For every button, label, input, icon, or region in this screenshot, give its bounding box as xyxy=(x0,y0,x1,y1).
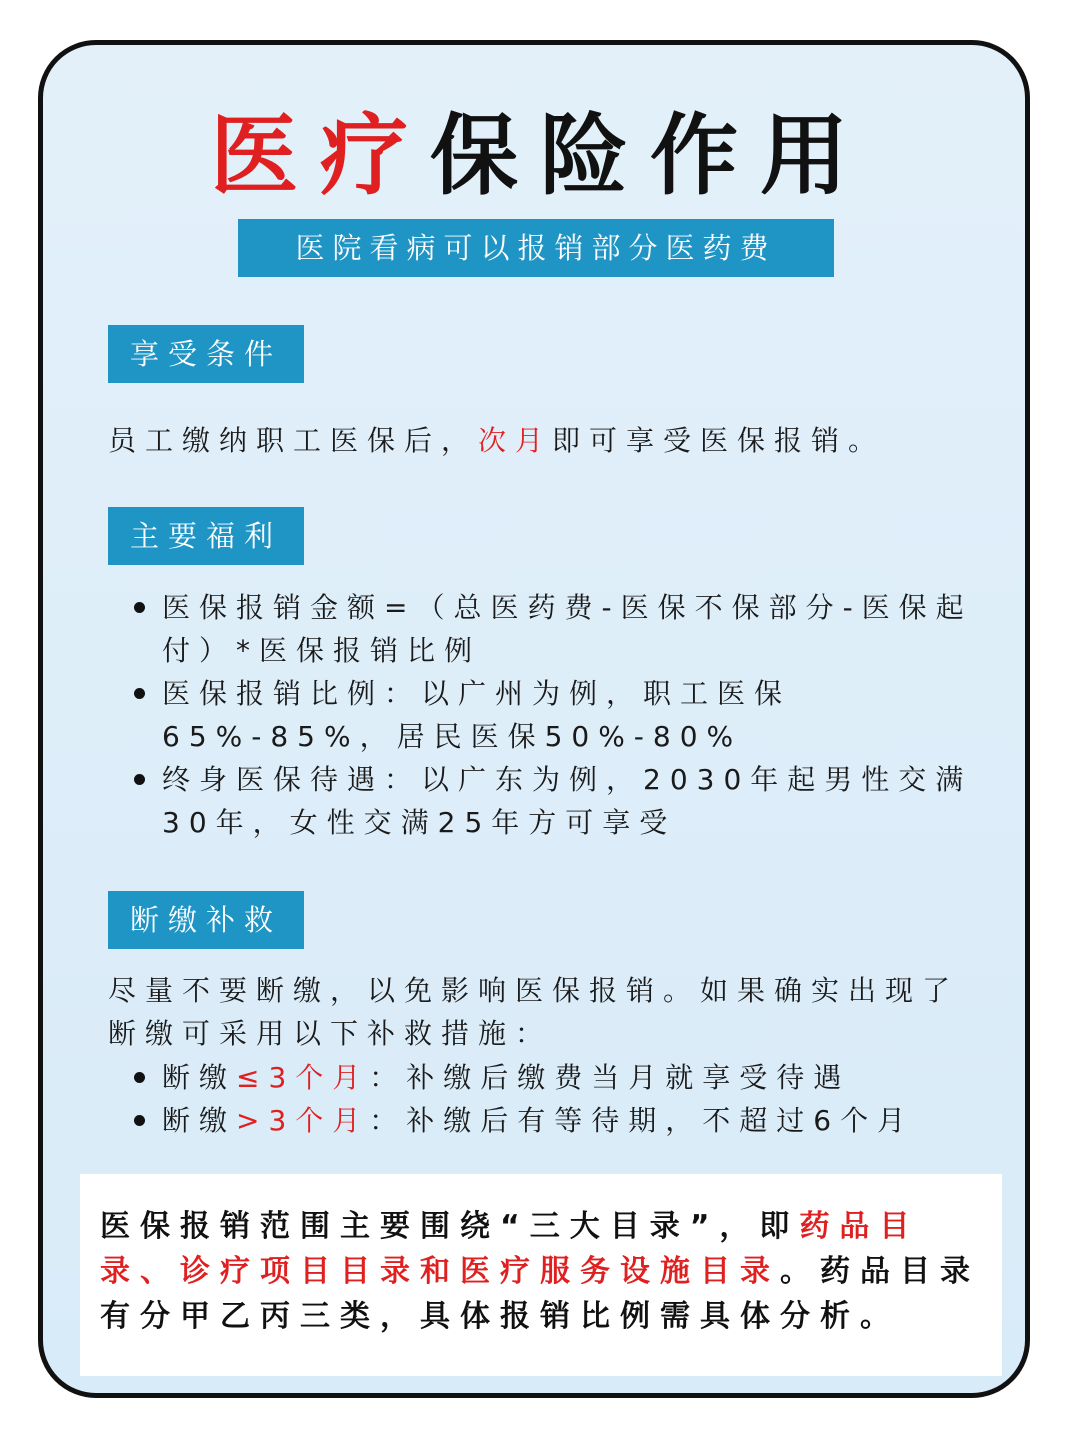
benefit-item-text: 医保报销比例：以广州为例，职工医保65%-85%，居民医保50%-80% xyxy=(162,677,792,753)
bullet-dot-icon xyxy=(134,1115,145,1126)
benefits-list xyxy=(108,586,1003,844)
section-tag-remedy: 断缴补救 xyxy=(108,891,304,949)
list-item xyxy=(108,1056,1003,1099)
conditions-text xyxy=(108,419,998,462)
summary-note xyxy=(80,1174,1002,1376)
bullet-dot-icon xyxy=(134,688,145,699)
page-title-red: 医疗 xyxy=(209,103,430,207)
remedy-item-prefix: 断缴 xyxy=(162,1104,237,1137)
remedy-item-rest: ：补缴后缴费当月就享受待遇 xyxy=(369,1061,851,1094)
subtitle-banner: 医院看病可以报销部分医药费 xyxy=(238,219,834,277)
note-highlight: 药品目录、诊疗项目目录和医疗服务设施目录 xyxy=(100,1209,920,1289)
remedy-intro: 尽量不要断缴，以免影响医保报销。如果确实出现了断缴可采用以下补救措施： xyxy=(108,974,960,1050)
page-title xyxy=(0,100,1080,210)
list-item xyxy=(108,1099,1003,1142)
list-item xyxy=(108,672,1003,758)
benefit-item-text: 医保报销金额=（总医药费-医保不保部分-医保起付）*医保报销比例 xyxy=(162,591,973,667)
list-item xyxy=(108,586,1003,672)
benefit-item-text: 终身医保待遇：以广东为例，2030年起男性交满30年，女性交满25年方可享受 xyxy=(162,763,973,839)
remedy-item-prefix: 断缴 xyxy=(162,1061,237,1094)
conditions-text-highlight: 次月 xyxy=(478,424,553,457)
list-item xyxy=(108,758,1003,844)
note-part2: 。药品目录有分甲乙丙三类，具体报销比例需具体分析。 xyxy=(100,1254,980,1334)
section-tag-benefits: 主要福利 xyxy=(108,507,304,565)
remedy-item-rest: ：补缴后有等待期，不超过6个月 xyxy=(369,1104,915,1137)
bullet-dot-icon xyxy=(134,774,145,785)
remedy-list xyxy=(108,1056,1003,1142)
bullet-dot-icon xyxy=(134,1072,145,1083)
bullet-dot-icon xyxy=(134,602,145,613)
conditions-text-before: 员工缴纳职工医保后， xyxy=(108,424,479,457)
remedy-item-highlight: >3个月 xyxy=(236,1104,370,1137)
remedy-item-highlight: ≤3个月 xyxy=(236,1061,370,1094)
section-tag-conditions: 享受条件 xyxy=(108,325,304,383)
note-part1: 医保报销范围主要围绕“三大目录”，即 xyxy=(100,1209,800,1244)
conditions-text-after: 即可享受医保报销。 xyxy=(552,424,886,457)
page-title-black: 保险作用 xyxy=(430,103,871,207)
